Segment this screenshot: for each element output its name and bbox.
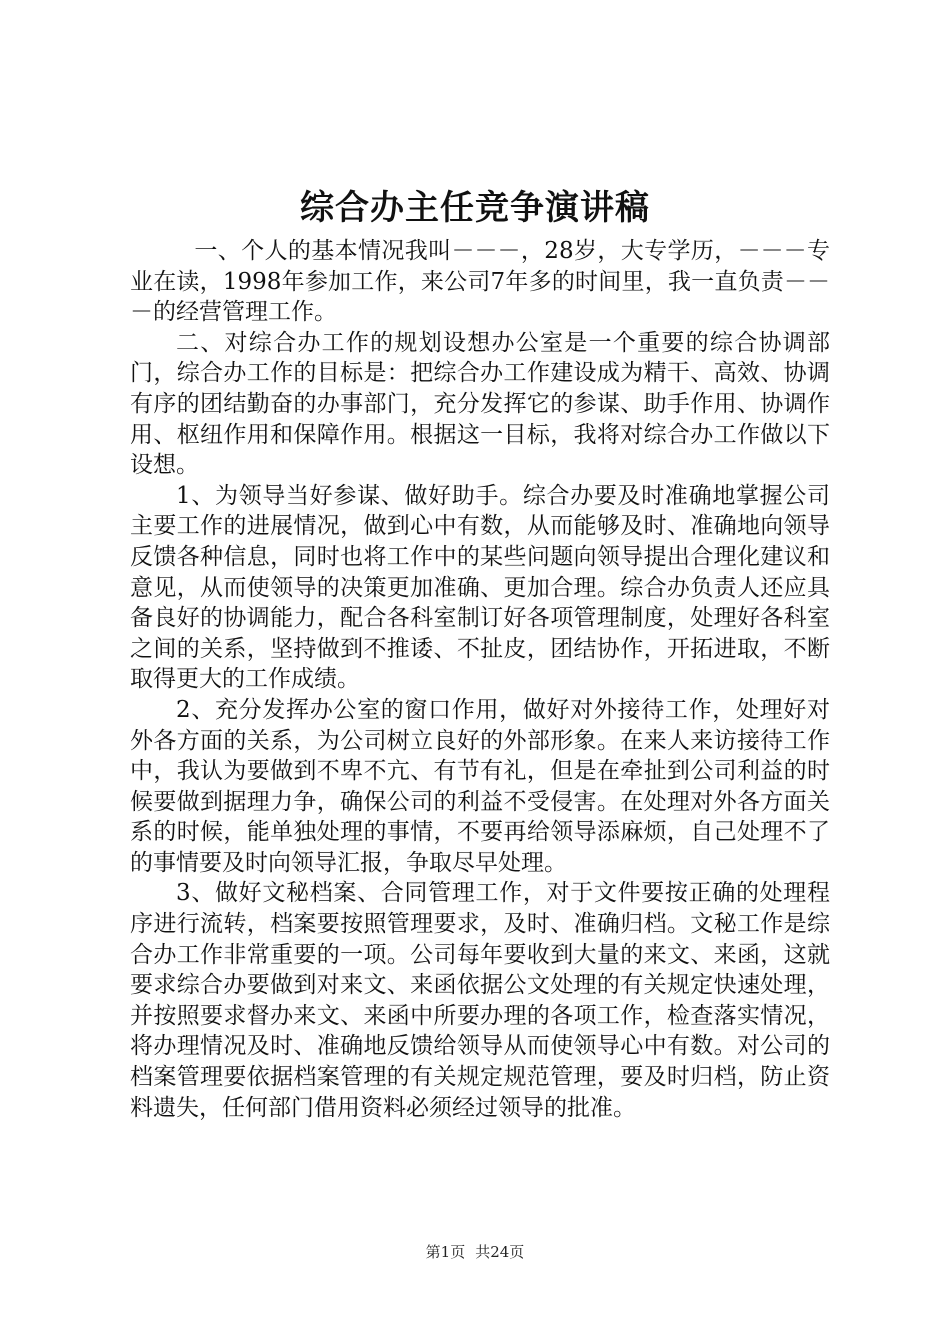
paragraph-item-3: 3、做好文秘档案、合同管理工作，对于文件要按正确的处理程序进行流转，档案要按照管理要求，及时、准确归档。文秘工作是综合办工作非常重要的一项。公司每年要收到大量的来文、来函，这就要求综合办要做到对来文、来函依据公文处理的有关规定快速处理，并按照要求督办来文、来函中所要办理的各项工作，检查落实情况，将办理情况及时、准确地反馈给领导从而使领导心中有数。对公司的档案管理要依据档案管理的有关规定规范管理，要及时归档，防止资料遗失，任何部门借用资料必须经过领导的批准。 (130, 880, 830, 1121)
document-body (130, 236, 830, 1123)
page-number: 第1页 (425, 1243, 466, 1261)
document-title: 综合办主任竞争演讲稿 (300, 188, 650, 228)
paragraph-item-1: 1、为领导当好参谋、做好助手。综合办要及时准确地掌握公司主要工作的进展情况，做到心中有数，从而能够及时、准确地向领导反馈各种信息，同时也将工作中的某些问题向领导提出合理化建议和意见，从而使领导的决策更加准确、更加合理。综合办负责人还应具备良好的协调能力，配合各科室制订好各项管理制度，处理好各科室之间的关系，坚持做到不推诿、不扯皮，团结协作，开拓进取，不断取得更大的工作成绩。 (130, 482, 830, 693)
page-total: 共24页 (475, 1243, 525, 1261)
page-footer (0, 1242, 950, 1262)
paragraph-work-plan: 二、对综合办工作的规划设想办公室是一个重要的综合协调部门，综合办工作的目标是：把综合办工作建设成为精干、高效、协调有序的团结勤奋的办事部门，充分发挥它的参谋、助手作用、协调作用、枢纽作用和保障作用。根据这一目标，我将对综合办工作做以下设想。 (130, 329, 830, 479)
paragraph-personal-info: 一、个人的基本情况我叫－－－，28岁，大专学历，－－－专业在读，1998年参加工作，来公司7年多的时间里，我一直负责－－－的经营管理工作。 (130, 238, 830, 326)
paragraph-item-2: 2、充分发挥办公室的窗口作用，做好对外接待工作，处理好对外各方面的关系，为公司树立良好的外部形象。在来人来访接待工作中，我认为要做到不卑不亢、有节有礼，但是在牵扯到公司利益的时候要做到据理力争，确保公司的利益不受侵害。在处理对外各方面关系的时候，能单独处理的事情，不要再给领导添麻烦，自己处理不了的事情要及时向领导汇报，争取尽早处理。 (130, 696, 830, 876)
